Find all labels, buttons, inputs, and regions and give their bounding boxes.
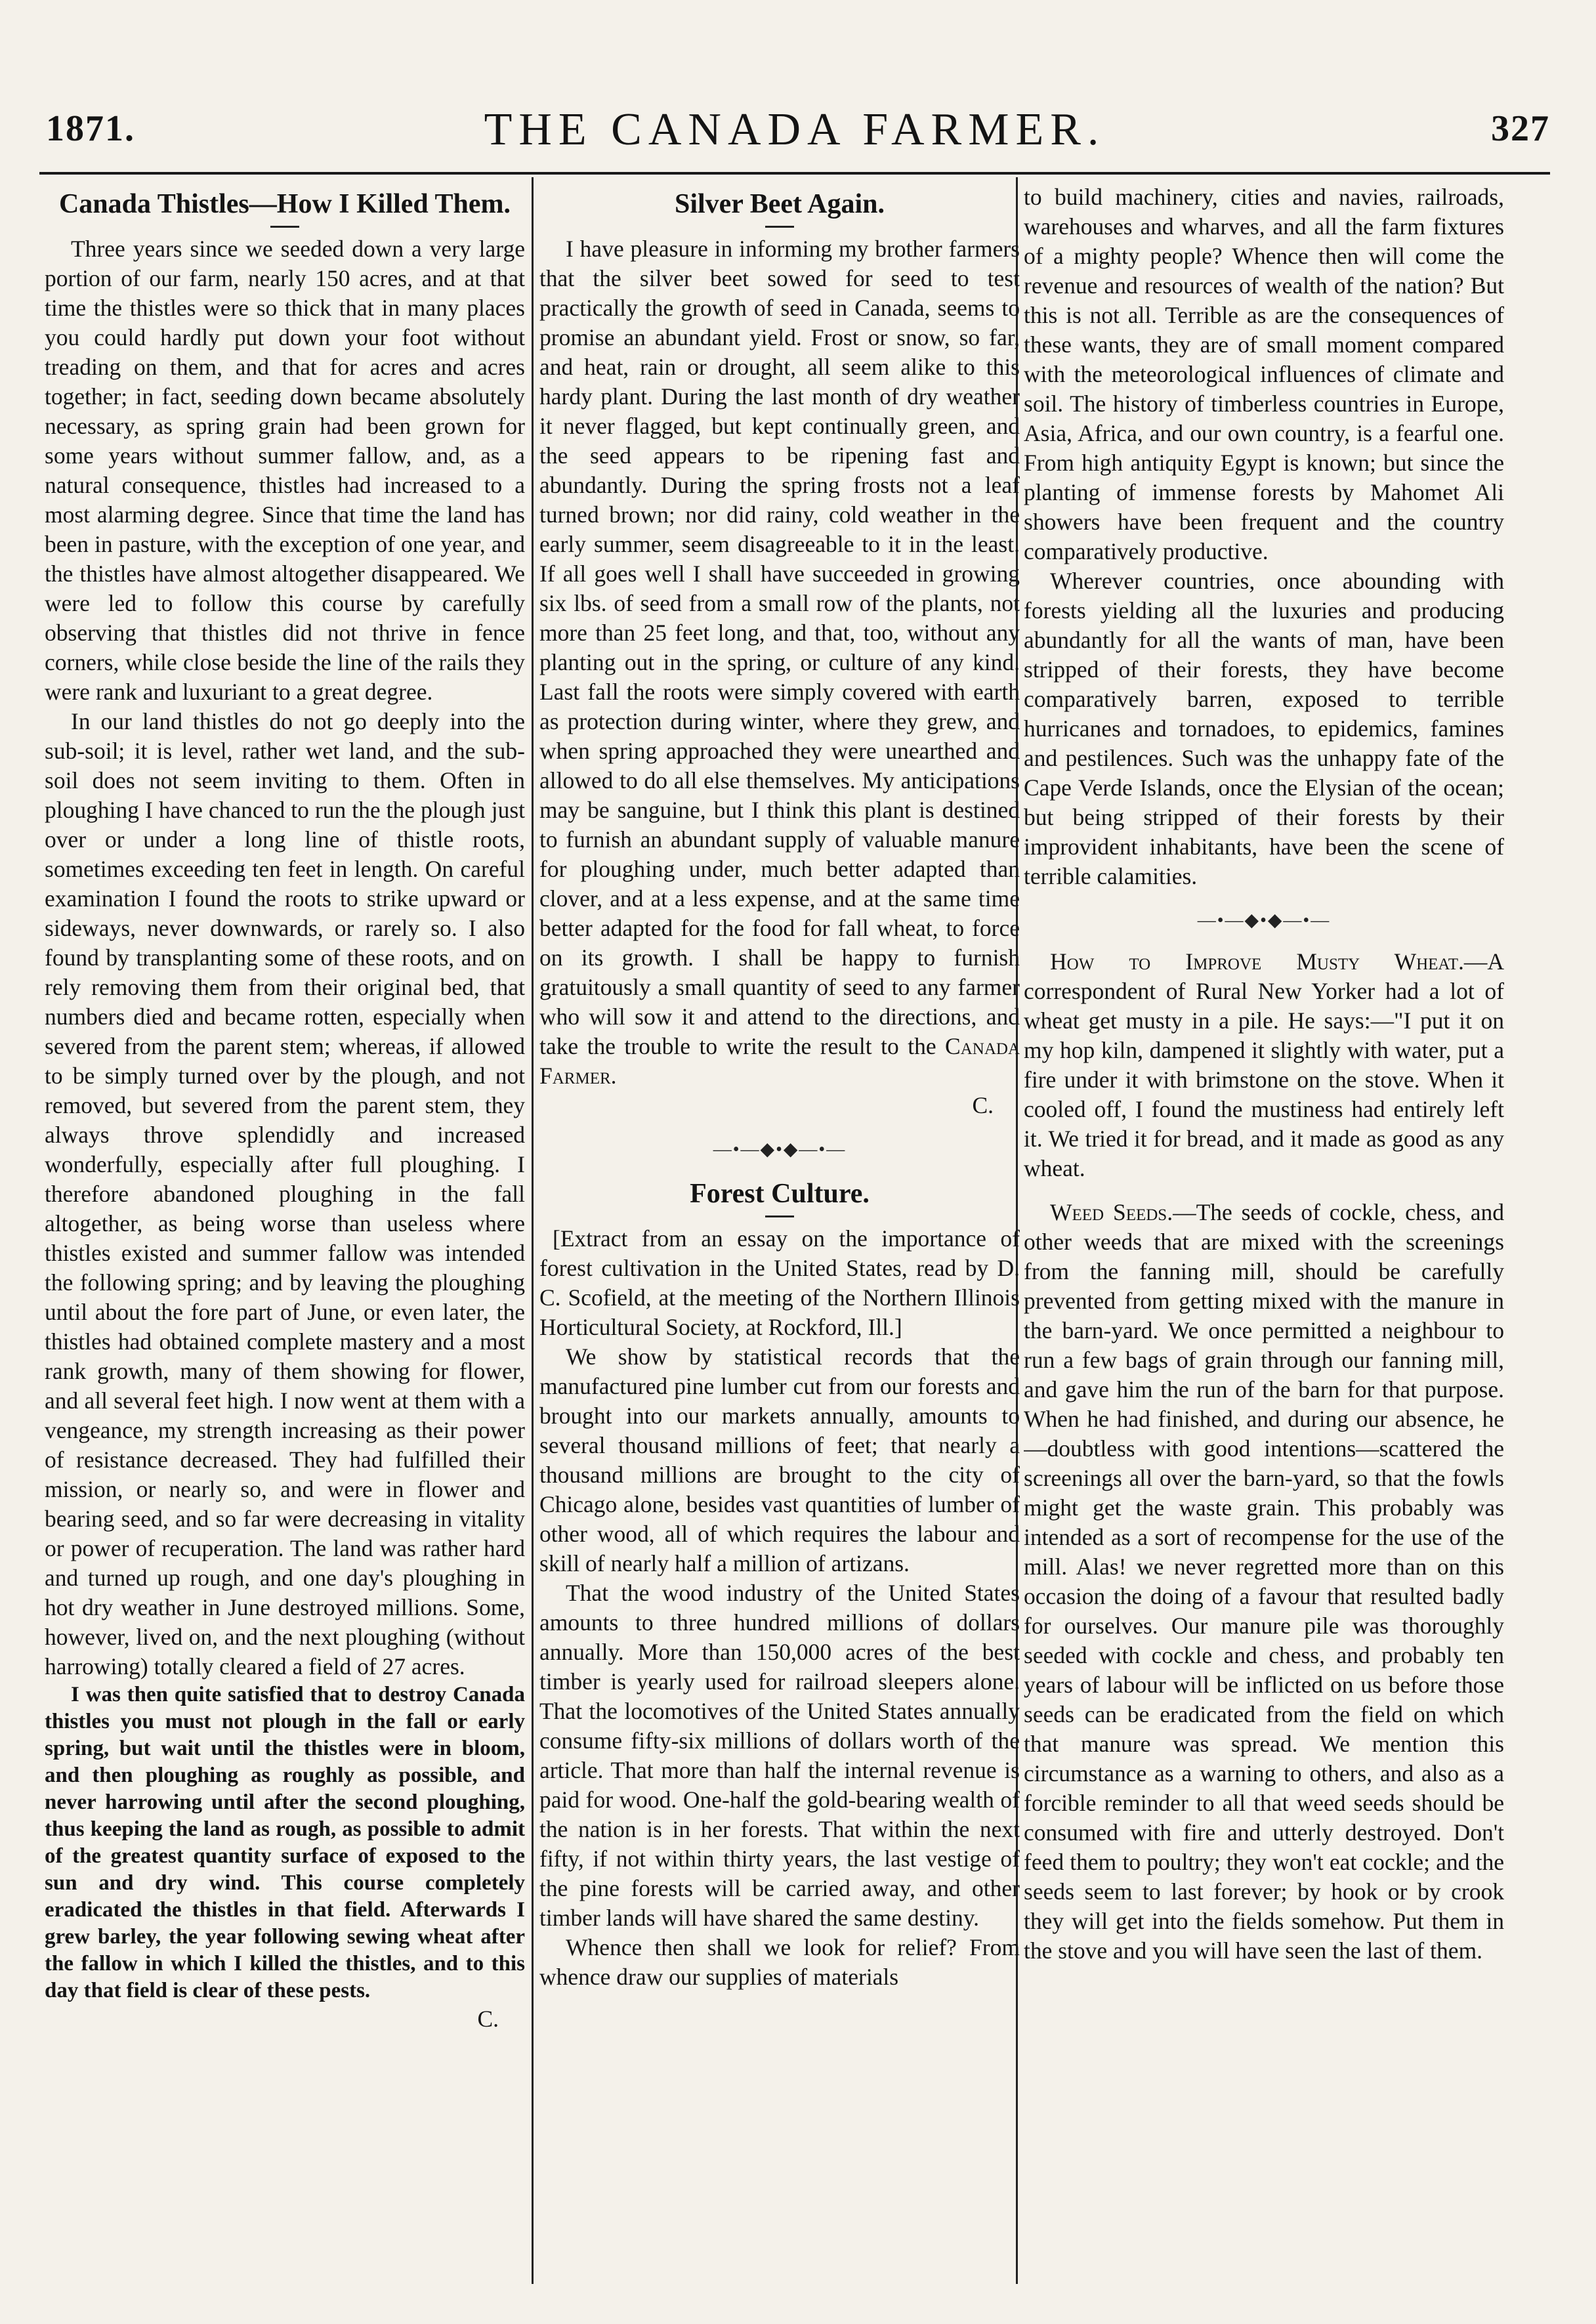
article-paragraph: Whence then shall we look for relief? From whence draw our supplies of materials [539, 1934, 1020, 1990]
article-text: I have pleasure in informing my brother farmers that the silver beet sowed for seed to test practically the growth of seed in Canada, seems to promise an abundant yield. Frost or snow, so far, and heat, rain or drought, all seem alike to this hardy plant. During the last month of dry weather it never flagged, but kept continually green, and the seed appears to be ripening fast and abundantly. During the spring frosts not a leaf turned brown; nor did rainy, cold weather in the early summer, seem disagreeable to it in the least. If all goes well I shall have succeeded in growing six lbs. of seed from a small row of the plants, not more than 25 feet long, and that, too, without any planting out in the spring, or culture of any kind. Last fall the roots were simply covered with earth as protection during winter, where they grew, and when spring approached they were unearthed and allowed to do all else themselves. My anticipations may be sanguine, but I think this plant is destined to furnish an abundant supply of valuable manure for ploughing under, much better adapted than clover, and at a less expense, and at the same time better adapted for the food for fall wheat, to force on its growth. I shall be happy to furnish gratuitously a small quantity of seed to any farmer who will sow it and attend to the directions, and take the trouble to write the result to the [539, 236, 1020, 1059]
issue-year: 1871. [46, 108, 135, 149]
article-paragraph: That the wood industry of the United States amounts to three hundred millions of dollars annually. More than 150,000 acres of the best timber is yearly used for railroad sleepers alone. That the locomotives of the United States annually consume fifty-six millions of dollars worth of the article. That more than half the internal revenue is paid for wood. One-half the gold-bearing wealth of the nation is in her forests. That within the next fifty, if not within thirty years, the last vestige of the pine forests will be carried away, and other timber lands will have shared the same destiny. [539, 1580, 1020, 1931]
article-headline-thistles: Canada Thistles—How I Killed Them. [58, 189, 511, 219]
article-paragraph: to build machinery, cities and navies, railroads, warehouses and wharves, and all the farm fixtures of a mighty people? Whence then will come the revenue and resources of wealth of the nation? But this is not all. Terrible as are the consequences of these wants, they are of small moment compared with the meteorological influences of climate and soil. The history of timberless countries in Europe, Asia, Africa, and our own country, is a fearful one. From high antiquity Egypt is known; but since the planting of immense forests by Mahomet Ali showers have been frequent and the country comparatively productive. [1024, 184, 1504, 564]
article-paragraph: We show by statistical records that the manufactured pine lumber cut from our forests and brought into our markets annually, amounts to several thousand millions of feet; that nearly a thousand millions are brought to the city of Chicago alone, besides vast quantities of lumber of other wood, all of which requires the labour and skill of nearly half a million of artizans. [539, 1343, 1020, 1576]
column-divider [532, 177, 534, 2284]
article-signature: C. [477, 2006, 499, 2032]
journal-name: Canada Farmer. [539, 1033, 1020, 1089]
article-headline-silver-beet: Silver Beet Again. [674, 189, 885, 219]
article-paragraph [1024, 1198, 1504, 1966]
article-signature: C. [972, 1092, 994, 1118]
headline-rule [765, 1215, 794, 1217]
article-intro: [Extract from an essay on the importance of forest cultivation in the United States, read by D. C. Scofield, at the meeting of the Northern Illinois Horticultural Society, at Rockford, Ill.] [539, 1225, 1020, 1340]
item-title-weed-seeds: Weed Seeds. [1050, 1199, 1173, 1225]
article-paragraph: I was then quite satisfied that to destroy Canada thistles you must not plough in the fall or early spring, but wait until the thistles were in bloom, and then ploughing as roughly as possible, and never harrowing until after the second ploughing, thus keeping the land as rough, as possible to admit of the greatest quantity surface of exposed to the sun and dry wind. This course completely eradicated the thistles in that field. Afterwards I grew barley, the year following sewing wheat after the fallow in which I killed the thistles, and to this day that field is clear of these pests. [45, 1683, 525, 2002]
page-number: 327 [1491, 108, 1550, 149]
section-ornament: —•—◆•◆—•— [1197, 910, 1331, 931]
item-title-musty-wheat: How to Improve Musty Wheat. [1050, 948, 1464, 975]
publication-title: THE CANADA FARMER. [484, 104, 1106, 155]
column-3 [1024, 182, 1504, 2276]
article-paragraph: Three years since we seeded down a very large portion of our farm, nearly 150 acres, and at that time the thistles were so thick that in many places you could hardly put down your foot without treading on them, and that for acres and acres together; in fact, seeding down became absolutely necessary, as spring grain had been grown for some years without summer fallow, and, as a natural consequence, thistles had increased to a most alarming degree. Since that time the land has been in pasture, with the exception of one year, and the thistles have almost altogether disappeared. We were led to follow this course by carefully observing that thistles did not thrive in fence corners, while close beside the line of the rails they were rank and luxuriant to a great degree. [45, 236, 525, 705]
column-1 [45, 182, 525, 2276]
article-text: —The seeds of cockle, chess, and other weeds that are mixed with the screenings from the fanning mill, should be carefully prevented from getting mixed with the manure in the barn-yard. We once permitted a neighbour to run a few bags of grain through our fanning mill, and gave him the run of the barn for that purpose. When he had finished, and during our absence, he—doubtless with good intentions—scattered the screenings all over the barn-yard, so that the fowls might get the waste grain. This probably was intended as a sort of recompense for the use of the mill. Alas! we never regretted more than on this occasion the doing of a favour that resulted badly for ourselves. Our manure pile was thoroughly seeded with cockle and chess, and probably ten years of labour will be inflicted on us before those seeds can be eradicated from the field on which that manure was spread. We mention this circumstance as a warning to others, and also as a forcible reminder to all that weed seeds should be consumed with fire and utterly destroyed. Don't feed them to poultry; they won't eat cockle; and the seeds seem to last forever; by hook or by crook they will get into the fields somehow. Put them in the stove and you will have seen the last of them. [1024, 1199, 1504, 1964]
headline-rule [765, 226, 794, 228]
article-paragraph: Wherever countries, once abounding with forests yielding all the luxuries and producing abundantly for all the wants of man, have been stripped of their forests, they have become comparatively barren, exposed to terrible hurricanes and tornadoes, to epidemics, famines and pestilences. Such was the unhappy fate of the Cape Verde Islands, once the Elysian of the ocean; but being stripped of their forests by their improvident inhabitants, have been the scene of terrible calamities. [1024, 568, 1504, 889]
article-paragraph [1024, 947, 1504, 1183]
article-text: —A correspondent of Rural New Yorker had a lot of wheat get musty in a pile. He says:—"I put it on my hop kiln, dampened it slightly with water, put a fire under it with brimstone on the stove. When it cooled off, I found the mustiness had entirely left it. We tried it for bread, and it made as good as any wheat. [1024, 948, 1504, 1181]
article-headline-forest-culture: Forest Culture. [690, 1179, 870, 1209]
masthead [39, 98, 1550, 171]
section-ornament: —•—◆•◆—•— [713, 1139, 847, 1160]
headline-rule [270, 226, 299, 228]
article-paragraph: In our land thistles do not go deeply into the sub-soil; it is level, rather wet land, and the sub-soil does not seem inviting to them. Often in ploughing I have chanced to run the the plough just over or under a long line of thistle roots, sometimes exceeding ten feet in length. On careful examination I found the roots to strike upward or sideways, never downwards, or rarely so. I also found by transplanting some of these roots, and on rely removing them from their original bed, that numbers died and became rotten, especially when severed from the parent stem; whereas, if allowed to be simply turned over by the plough, and not removed, but severed from the parent stem, they always throve splendidly and increased wonderfully, especially after full ploughing. I therefore abandoned ploughing in the fall altogether, as being worse than useless where thistles existed and summer fallow was intended the following spring; and by leaving the ploughing until about the fore part of June, or even later, the thistles had obtained complete mastery and a most rank growth, many of them showing for flower, and all several feet high. I now went at them with a vengeance, my strength increasing as their power of resistance decreased. They had fulfilled their mission, or nearly so, and were in flower and bearing seed, and so far were decreasing in vitality or power of recuperation. The land was rather hard and turned up rough, and one day's ploughing in hot dry weather in June destroyed millions. Some, however, lived on, and the next ploughing (without harrowing) totally cleared a field of 27 acres. [45, 708, 525, 1680]
column-2 [539, 182, 1020, 2276]
masthead-rule [39, 172, 1550, 175]
article-paragraph [539, 234, 1020, 1091]
